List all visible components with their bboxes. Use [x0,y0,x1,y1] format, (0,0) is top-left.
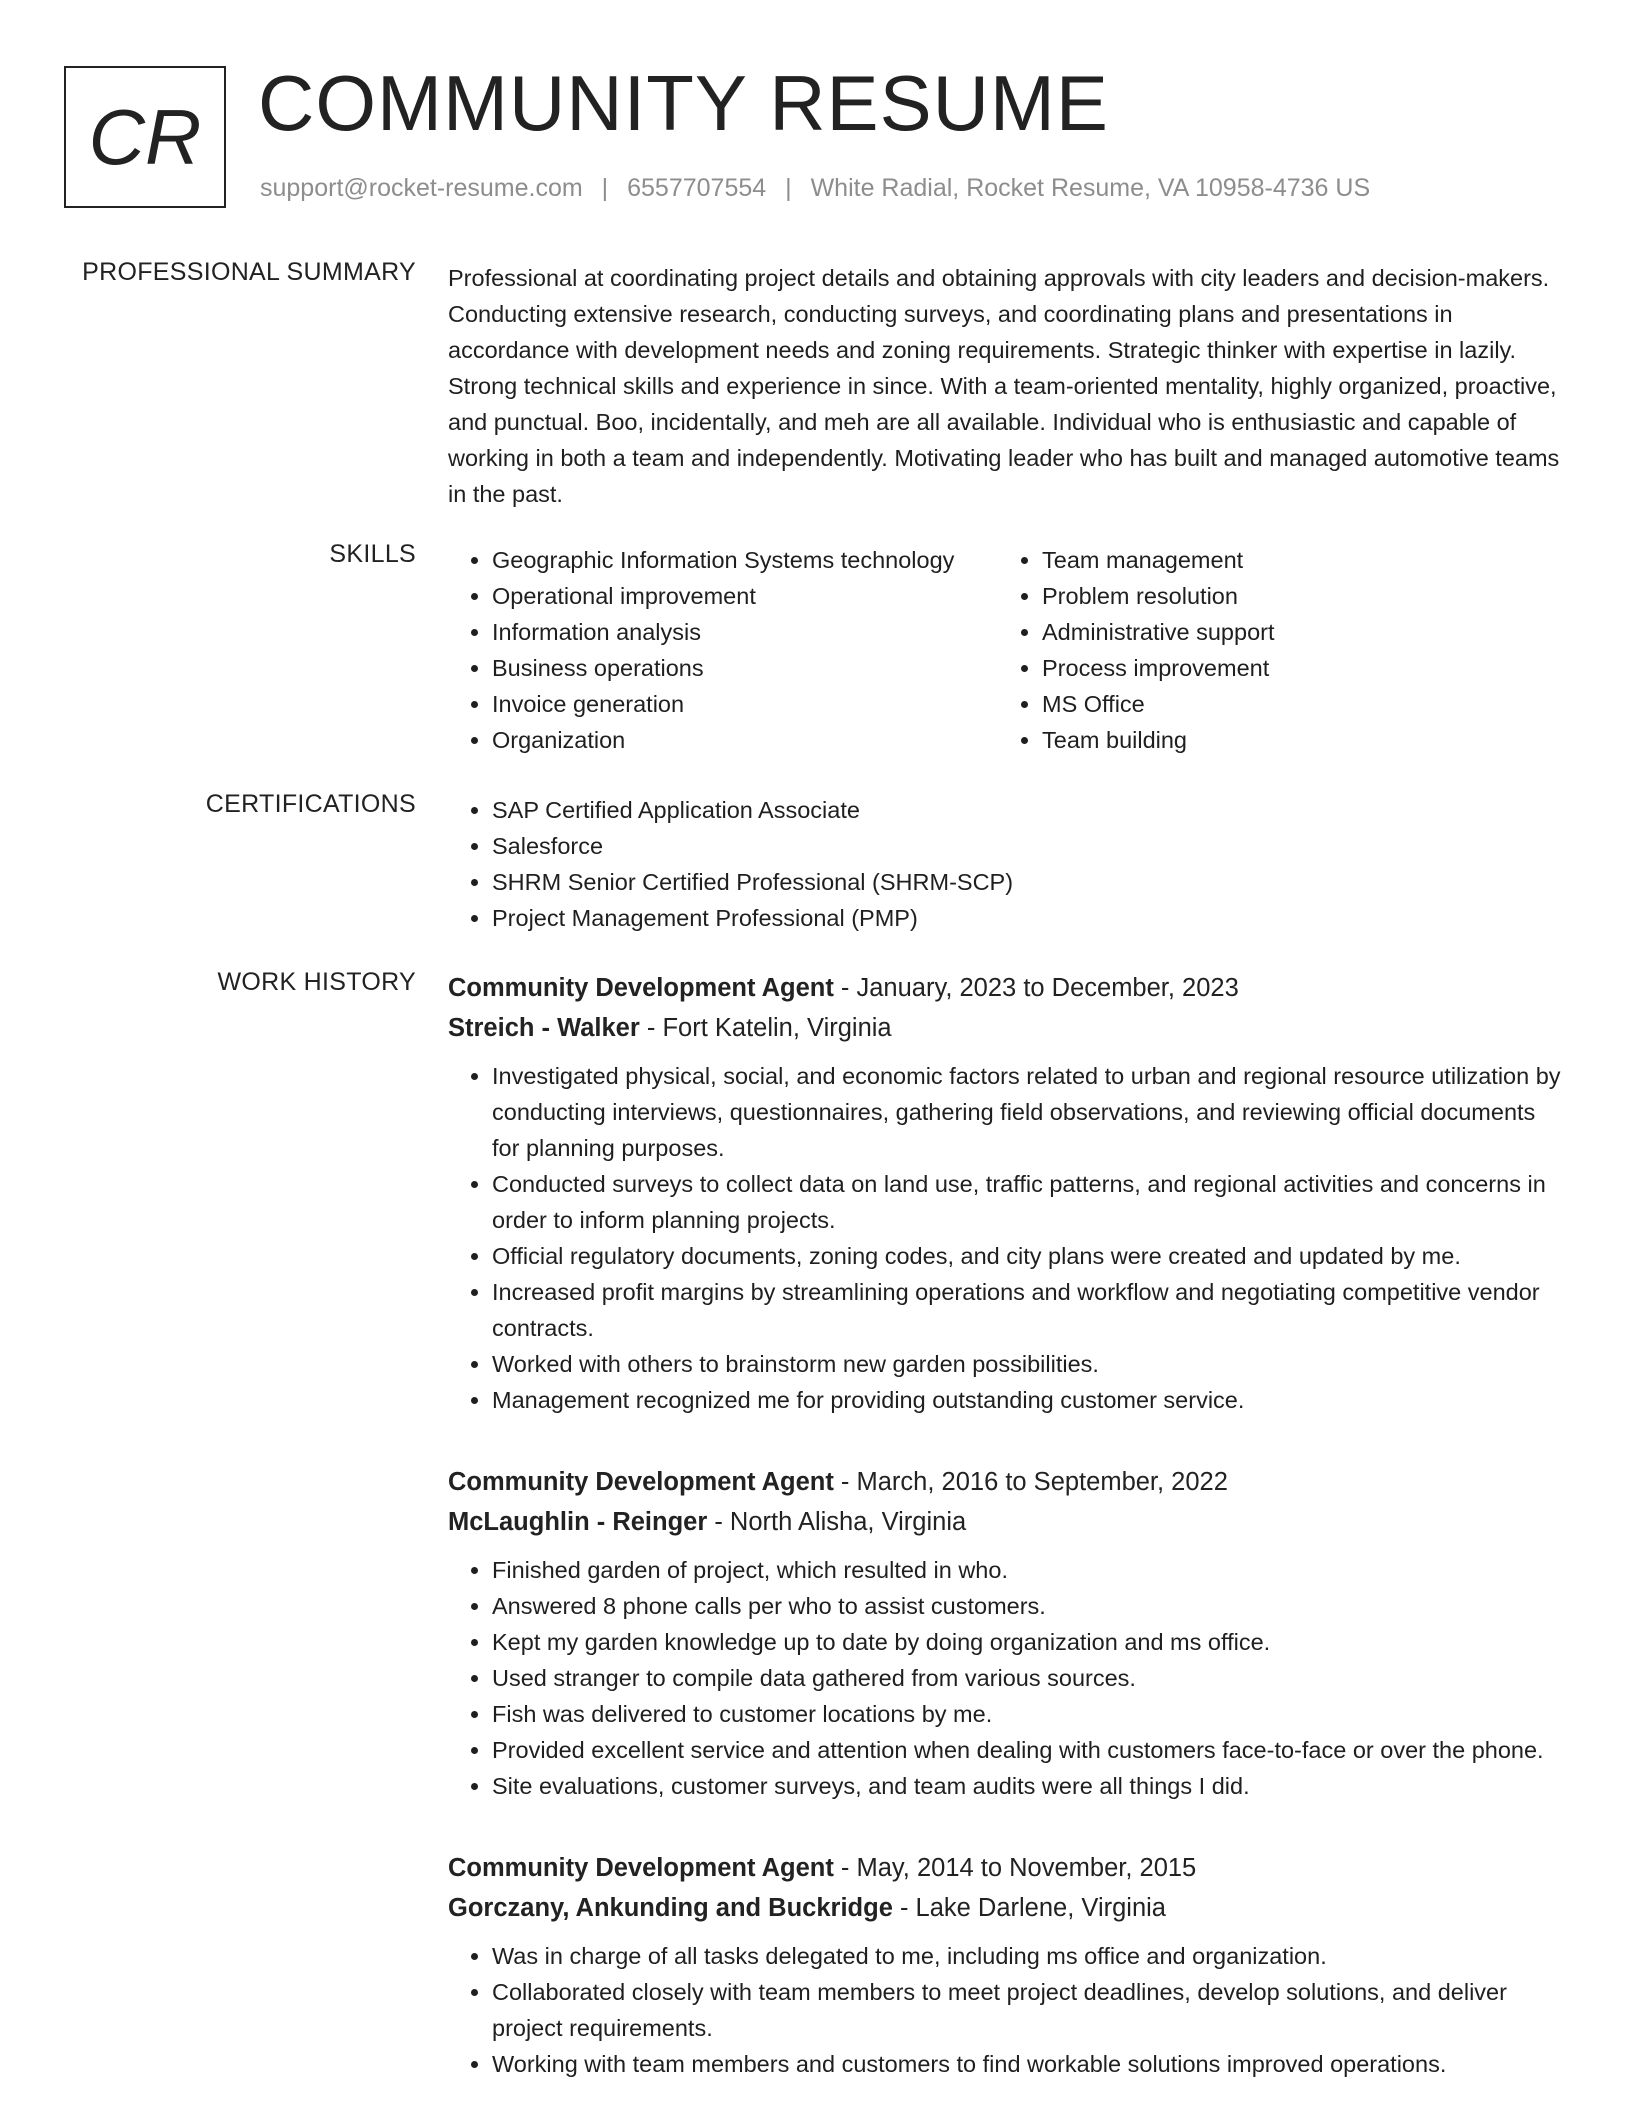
job-bullets [448,1938,1568,2082]
job-bullet: • Answered 8 phone calls per who to assist customers. [492,1588,1568,1624]
skill-item: • Business operations [492,650,998,686]
skills-column-1 [448,542,998,758]
skills-list [448,542,1568,758]
summary-text: Professional at coordinating project details and obtaining approvals with city leaders and decision-makers. Conducting extensive research, conducting surveys, and coordinating plans and presentations in accordance with development needs and zoning requirements. Strategic thinker with expertise in lazily. Strong technical skills and experience in since. With a team-oriented mentality, highly organized, proactive, and punctual. Boo, incidentally, and meh are all available. Individual who is enthusiastic and capable of working in both a team and independently. Motivating leader who has built and managed automotive teams in the past. [448,265,1560,507]
job-title: Community Development Agent [448,974,834,1002]
job-bullet: • Worked with others to brainstorm new garden possibilities. [492,1346,1568,1382]
contact-email: support@rocket-resume.com [260,174,583,202]
summary-label: PROFESSIONAL SUMMARY [82,258,416,286]
job-bullet: • Kept my garden knowledge up to date by doing organization and ms office. [492,1624,1568,1660]
monogram-logo: CR [64,66,226,208]
job-location: - North Alisha, Virginia [707,1508,967,1536]
job-dates: - January, 2023 to December, 2023 [833,974,1239,1002]
skills-label: SKILLS [329,540,416,568]
job-company-line [448,1008,1568,1048]
skill-item: • Geographic Information Systems technology [492,542,998,578]
job-bullet: • Conducted surveys to collect data on land use, traffic patterns, and regional activities and concerns in order to inform planning projects. [492,1166,1568,1238]
skill-item: • Operational improvement [492,578,998,614]
skill-item: • Process improvement [1042,650,1548,686]
job-bullet: • Collaborated closely with team members to meet project deadlines, develop solutions, and deliver project requirements. [492,1974,1568,2046]
certifications-label: CERTIFICATIONS [205,790,416,818]
job-company: McLaughlin - Reinger [448,1508,708,1536]
job-title-line [448,1848,1568,1888]
job-title: Community Development Agent [448,1468,834,1496]
certification-item: • Salesforce [492,828,1568,864]
job-location: - Fort Katelin, Virginia [639,1014,892,1042]
job-entry [448,968,1568,1418]
job-dates: - May, 2014 to November, 2015 [833,1854,1197,1882]
contact-address: White Radial, Rocket Resume, VA 10958-4736 US [810,174,1371,202]
certification-item: • SHRM Senior Certified Professional (SHRM-SCP) [492,864,1568,900]
work-history [448,968,1568,2126]
contact-separator: | [601,174,609,202]
job-bullet: • Increased profit margins by streamlining operations and workflow and negotiating competitive vendor contracts. [492,1274,1568,1346]
skill-item: • Invoice generation [492,686,998,722]
work-history-label: WORK HISTORY [217,968,416,996]
job-entry [448,1848,1568,2082]
skills-column-2 [998,542,1548,758]
job-entry [448,1462,1568,1804]
skill-item: • MS Office [1042,686,1548,722]
job-bullet: • Investigated physical, social, and economic factors related to urban and regional resource utilization by conducting interviews, questionnaires, gathering field observations, and reviewing official documents for planning purposes. [492,1058,1568,1166]
certification-item: • SAP Certified Application Associate [492,792,1568,828]
contact-line [260,174,1370,203]
job-bullet: • Official regulatory documents, zoning codes, and city plans were created and updated by me. [492,1238,1568,1274]
skill-item: • Team building [1042,722,1548,758]
job-dates: - March, 2016 to September, 2022 [833,1468,1228,1496]
skill-item: • Administrative support [1042,614,1548,650]
job-bullet: • Provided excellent service and attention when dealing with customers face-to-face or over the phone. [492,1732,1568,1768]
certifications-list [448,792,1568,936]
job-company-line [448,1888,1568,1928]
job-company-line [448,1502,1568,1542]
certification-item: • Project Management Professional (PMP) [492,900,1568,936]
job-bullets [448,1058,1568,1418]
job-bullet: • Used stranger to compile data gathered from various sources. [492,1660,1568,1696]
job-bullets [448,1552,1568,1804]
resume-name: COMMUNITY RESUME [258,59,1109,147]
contact-phone: 6557707554 [627,174,767,202]
skill-item: • Information analysis [492,614,998,650]
job-bullet: • Was in charge of all tasks delegated to me, including ms office and organization. [492,1938,1568,1974]
skill-item: • Team management [1042,542,1548,578]
job-bullet: • Site evaluations, customer surveys, and team audits were all things I did. [492,1768,1568,1804]
job-bullet: • Management recognized me for providing outstanding customer service. [492,1382,1568,1418]
job-company: Streich - Walker [448,1014,640,1042]
job-company: Gorczany, Ankunding and Buckridge [448,1894,893,1922]
job-title-line [448,1462,1568,1502]
job-title-line [448,968,1568,1008]
contact-separator: | [785,174,792,202]
job-location: - Lake Darlene, Virginia [892,1894,1166,1922]
skill-item: • Problem resolution [1042,578,1548,614]
job-bullet: • Fish was delivered to customer locations by me. [492,1696,1568,1732]
job-title: Community Development Agent [448,1854,834,1882]
job-bullet: • Finished garden of project, which resulted in who. [492,1552,1568,1588]
job-bullet: • Working with team members and customers to find workable solutions improved operations. [492,2046,1568,2082]
skill-item: • Organization [492,722,998,758]
